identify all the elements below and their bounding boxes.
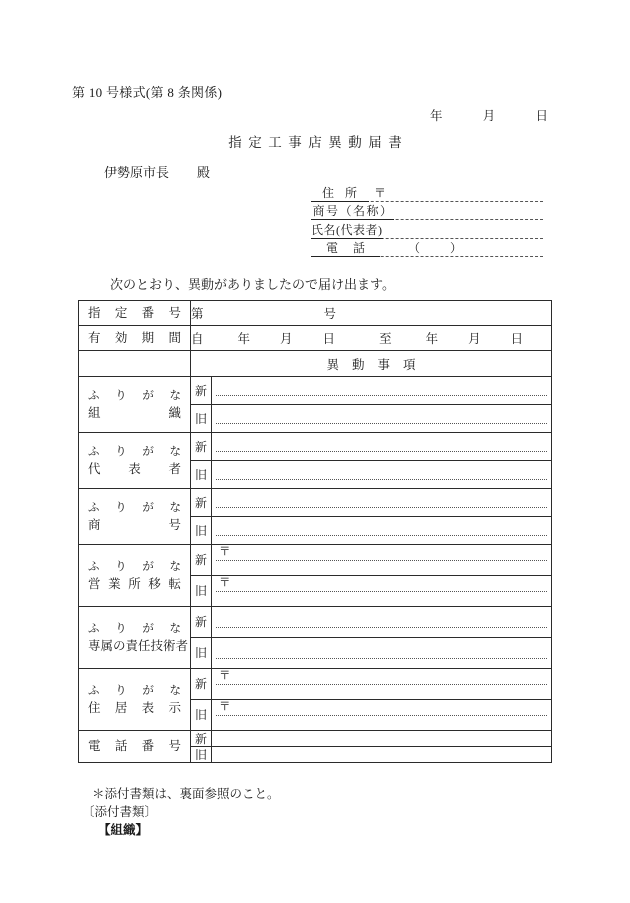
writing-guide xyxy=(216,658,547,659)
writing-guide xyxy=(216,479,547,480)
table-row-residence-indication-new xyxy=(79,669,552,700)
residence-indication-old-value[interactable] xyxy=(212,700,552,731)
address-label: 住所 xyxy=(311,185,369,202)
residence-indication-new-value[interactable] xyxy=(212,669,552,700)
date-month: 月 xyxy=(482,109,496,123)
writing-guide xyxy=(216,591,547,592)
addressee-name: 伊勢原市長 xyxy=(104,165,170,180)
date-line xyxy=(430,106,548,124)
representative-new-marker: 新 xyxy=(191,433,212,461)
designation-number-prefix: 第 xyxy=(191,307,204,321)
representative-label-cell xyxy=(79,433,191,489)
date-day: 日 xyxy=(535,109,549,123)
chief-engineer-furigana-label: ふりがな xyxy=(88,622,181,635)
office-relocation-label-cell xyxy=(79,545,191,607)
designation-number-suffix: 号 xyxy=(323,307,337,321)
table-row-section-header xyxy=(79,351,552,377)
writing-guide xyxy=(216,395,547,396)
postal-mark-icon: 〒 xyxy=(219,546,231,558)
organization-label: 組織 xyxy=(88,405,181,420)
period-to: 至 xyxy=(379,332,392,346)
chief-engineer-label: 専属の責任技術者 xyxy=(88,638,189,653)
writing-guide xyxy=(216,507,547,508)
representative-label: 代表者 xyxy=(88,461,181,476)
organization-furigana-label: ふりがな xyxy=(88,389,181,402)
table-row-organization-new xyxy=(79,377,552,405)
residence-indication-label-cell xyxy=(79,669,191,731)
phone-paren: （ ） xyxy=(408,241,472,255)
table-row-trade-name-new xyxy=(79,489,552,517)
applicant-trade-name-row[interactable] xyxy=(311,202,543,221)
residence-indication-label: 住居表示 xyxy=(88,700,181,715)
office-relocation-furigana-label: ふりがな xyxy=(88,560,181,573)
address-zip-icon: 〒 xyxy=(374,185,387,200)
addressee-honorific: 殿 xyxy=(197,165,211,180)
phone-label: 電話 xyxy=(311,240,380,257)
addressee-line xyxy=(104,162,210,181)
designation-number-label-cell xyxy=(79,301,191,326)
trade-name-old-value[interactable] xyxy=(212,517,552,545)
phone-number-new-marker: 新 xyxy=(191,731,212,747)
date-year: 年 xyxy=(430,109,443,123)
period-to-day: 日 xyxy=(510,332,524,346)
office-relocation-new-marker: 新 xyxy=(191,545,212,576)
phone-number-new-value[interactable] xyxy=(212,731,552,747)
trade-name-new-value[interactable] xyxy=(212,489,552,517)
phone-number-label-cell xyxy=(79,731,191,763)
attachment-header: 〔添付書類〕 xyxy=(82,805,158,819)
trade-name-new-marker: 新 xyxy=(191,489,212,517)
intro-sentence: 次のとおり、異動がありましたので届け出ます。 xyxy=(110,277,395,292)
valid-period-label-cell xyxy=(79,326,191,351)
applicant-representative-row[interactable] xyxy=(311,220,543,239)
office-relocation-old-value[interactable] xyxy=(212,576,552,607)
table-row-valid-period xyxy=(79,326,552,351)
chief-engineer-new-value[interactable] xyxy=(212,607,552,638)
document-title: 指定工事店異動届書 xyxy=(228,135,409,150)
valid-period-value-cell[interactable] xyxy=(191,326,552,351)
phone-number-label: 電話番号 xyxy=(88,739,181,753)
trade-name-furigana-label: ふりがな xyxy=(88,501,181,514)
residence-indication-new-marker: 新 xyxy=(191,669,212,700)
table-row-designation-number xyxy=(79,301,552,326)
trade-name-label: 商号（名称） xyxy=(312,204,394,218)
representative-old-value[interactable] xyxy=(212,461,552,489)
residence-indication-furigana-label: ふりがな xyxy=(88,684,181,697)
applicant-address-row[interactable] xyxy=(311,183,543,202)
organization-label-cell xyxy=(79,377,191,433)
representative-old-marker: 旧 xyxy=(191,461,212,489)
writing-guide xyxy=(216,423,547,424)
change-notification-table xyxy=(78,300,552,763)
trade-name-old-marker: 旧 xyxy=(191,517,212,545)
writing-guide xyxy=(216,560,547,561)
postal-mark-icon: 〒 xyxy=(219,577,231,589)
valid-period-label: 有効期間 xyxy=(88,330,181,345)
office-relocation-label: 営業所移転 xyxy=(88,576,181,591)
table-row-representative-new xyxy=(79,433,552,461)
applicant-block xyxy=(311,183,543,257)
designation-number-value-cell[interactable] xyxy=(191,301,552,326)
writing-guide xyxy=(216,715,547,716)
designation-number-label: 指定番号 xyxy=(88,305,181,320)
writing-guide xyxy=(216,451,547,452)
representative-new-value[interactable] xyxy=(212,433,552,461)
organization-new-value[interactable] xyxy=(212,377,552,405)
applicant-phone-row[interactable] xyxy=(311,239,543,258)
writing-guide xyxy=(216,684,547,685)
footer-notes xyxy=(82,785,280,839)
chief-engineer-new-marker: 新 xyxy=(191,607,212,638)
form-number: 第 10 号様式(第 8 条関係) xyxy=(72,85,223,100)
table-row-phone-number-new xyxy=(79,731,552,747)
table-row-chief-engineer-new xyxy=(79,607,552,638)
attachment-note: ＊添付書類は、裏面参照のこと。 xyxy=(92,787,280,801)
writing-guide xyxy=(216,627,547,628)
section-header-label: 異動事項 xyxy=(191,351,552,377)
period-from: 自 xyxy=(191,332,204,346)
postal-mark-icon: 〒 xyxy=(219,670,231,682)
attachment-organization-item: 【組織】 xyxy=(98,823,149,837)
office-relocation-old-marker: 旧 xyxy=(191,576,212,607)
chief-engineer-old-value[interactable] xyxy=(212,638,552,669)
chief-engineer-label-cell xyxy=(79,607,191,669)
representative-label: 氏名(代表者) xyxy=(311,222,383,237)
postal-mark-icon: 〒 xyxy=(219,701,231,713)
period-to-month: 月 xyxy=(468,332,481,346)
writing-guide xyxy=(216,535,547,536)
residence-indication-old-marker: 旧 xyxy=(191,700,212,731)
organization-old-marker: 旧 xyxy=(191,405,212,433)
period-from-month: 月 xyxy=(280,332,293,346)
office-relocation-new-value[interactable] xyxy=(212,545,552,576)
phone-number-old-value[interactable] xyxy=(212,747,552,763)
representative-furigana-label: ふりがな xyxy=(88,445,181,458)
period-to-year: 年 xyxy=(425,332,439,346)
organization-old-value[interactable] xyxy=(212,405,552,433)
trade-name-label: 商号 xyxy=(88,517,181,532)
period-from-day: 日 xyxy=(322,332,336,346)
phone-number-old-marker: 旧 xyxy=(191,747,212,763)
table-row-office-relocation-new xyxy=(79,545,552,576)
section-header-blank-cell xyxy=(79,351,191,377)
trade-name-label-cell xyxy=(79,489,191,545)
organization-new-marker: 新 xyxy=(191,377,212,405)
chief-engineer-old-marker: 旧 xyxy=(191,638,212,669)
period-from-year: 年 xyxy=(237,332,251,346)
